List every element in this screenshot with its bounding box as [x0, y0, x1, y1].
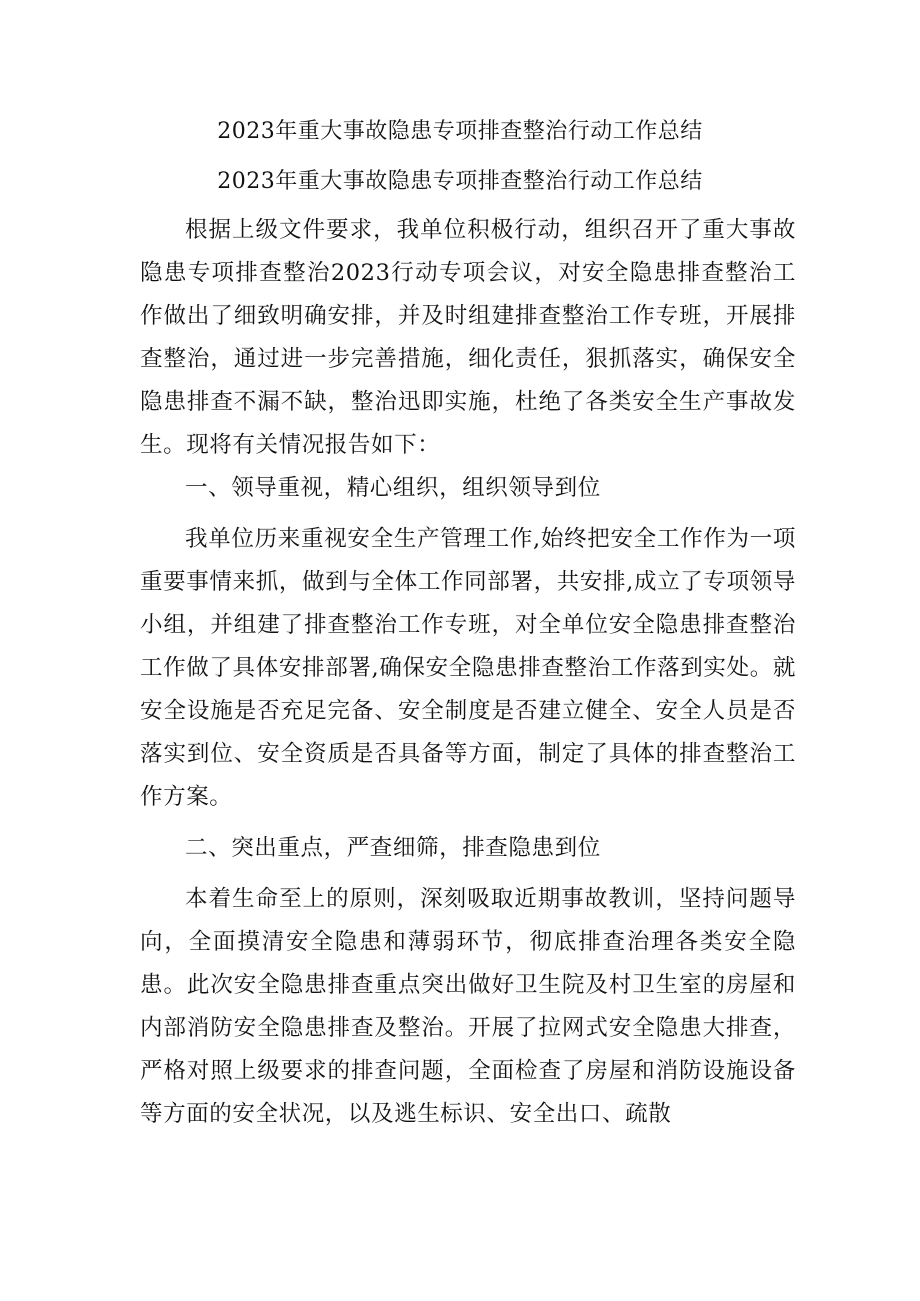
spacer: [140, 819, 796, 827]
section-1-heading: 一、领导重视，精心组织，组织领导到位: [185, 475, 601, 501]
document-body: [140, 209, 796, 1136]
document-title: 2023年重大事故隐患专项排查整治行动工作总结: [217, 119, 703, 144]
spacer: [140, 870, 796, 878]
section-2-heading: 二、突出重点，严查细筛，排查隐患到位: [185, 835, 601, 861]
spacer: [140, 510, 796, 518]
section-1-paragraph: 我单位历来重视安全生产管理工作,始终把安全工作作为一项重要事情来抓，做到与全体工作同部署，共安排,成立了专项领导小组，并组建了排查整治工作专班，对全单位安全隐患排查整治工作做了具体安排部署,确保安全隐患排查整治工作落到实处。就安全设施是否充足完备、安全制度是否建立健全、安全人员是否落实到位、安全资质是否具备等方面，制定了具体的排查整治工作方案。: [140, 526, 796, 810]
document-subtitle: 2023年重大事故隐患专项排查整治行动工作总结: [217, 169, 703, 194]
section-2-paragraph: 本着生命至上的原则，深刻吸取近期事故教训，坚持问题导向，全面摸清安全隐患和薄弱环节，彻底排查治理各类安全隐患。此次安全隐患排查重点突出做好卫生院及村卫生室的房屋和内部消防安全隐患排查及整治。开展了拉网式安全隐患大排查，严格对照上级要求的排查问题，全面检查了房屋和消防设施设备等方面的安全状况，以及逃生标识、安全出口、疏散: [140, 886, 796, 1127]
intro-paragraph: 根据上级文件要求，我单位积极行动，组织召开了重大事故隐患专项排查整治2023行动专项会议，对安全隐患排查整治工作做出了细致明确安排，并及时组建排查整治工作专班，开展排查整治，通过进一步完善措施，细化责任，狠抓落实，确保安全隐患排查不漏不缺，整治迅即实施，杜绝了各类安全生产事故发生。现将有关情况报告如下：: [140, 217, 796, 458]
